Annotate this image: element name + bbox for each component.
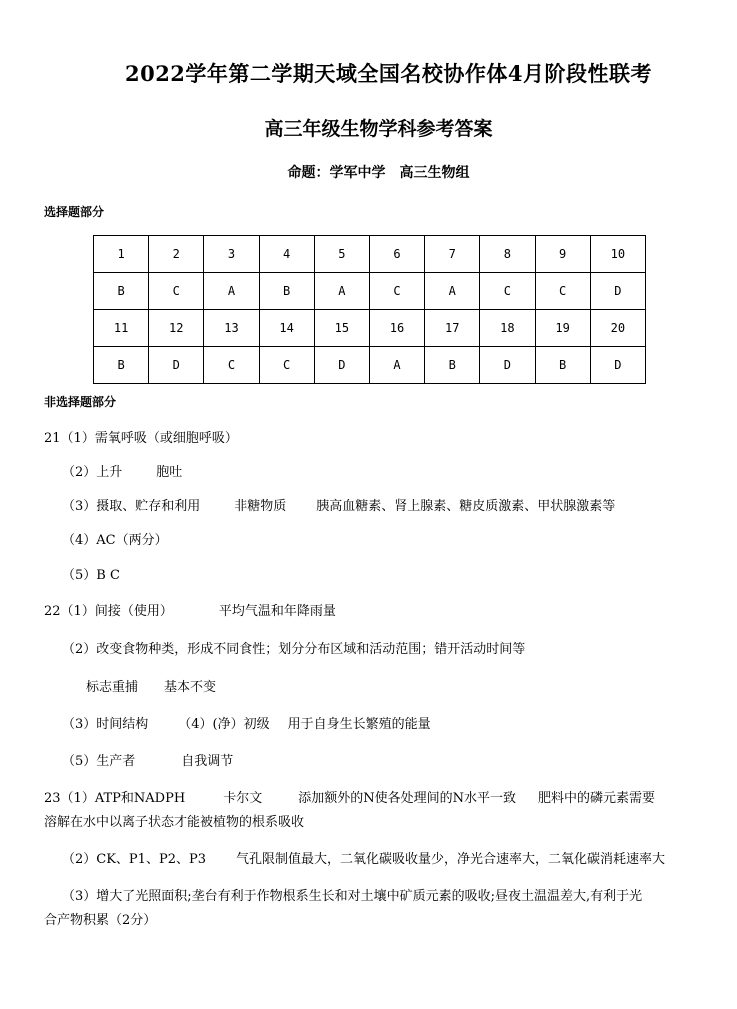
answer-line: （5）B C (62, 568, 120, 583)
table-cell: 9 (535, 236, 590, 273)
table-cell: D (480, 347, 535, 384)
answer-line (62, 713, 431, 732)
table-cell: 15 (314, 310, 369, 347)
table-cell: 14 (259, 310, 314, 347)
answer-line (62, 750, 233, 769)
table-cell: C (149, 273, 204, 310)
table-cell: 11 (94, 310, 149, 347)
answer-line: （2）改变食物种类，形成不同食性；划分分布区域和活动范围；错开活动时间等 (62, 642, 526, 657)
table-cell: 19 (535, 310, 590, 347)
table-cell: 7 (425, 236, 480, 273)
answer-text: 胞吐 (156, 465, 183, 480)
page-title: 2022学年第二学期天域全国名校协作体4月阶段性联考 (124, 61, 653, 86)
choice-section-heading: 选择题部分 (44, 205, 105, 219)
answer-text: 22（1）间接（使用） (44, 604, 173, 619)
table-cell: 1 (94, 236, 149, 273)
table-cell: 18 (480, 310, 535, 347)
answer-line: 溶解在水中以离子状态才能被植物的根系吸收 (44, 815, 305, 830)
table-cell: D (149, 347, 204, 384)
table-cell: 12 (149, 310, 204, 347)
table-cell: 6 (369, 236, 424, 273)
answer-text: 自我调节 (181, 754, 234, 769)
table-cell: B (425, 347, 480, 384)
table-cell: 2 (149, 236, 204, 273)
answer-text: （3）摄取、贮存和利用 (62, 499, 201, 514)
table-cell: C (480, 273, 535, 310)
answer-text: 基本不变 (164, 680, 217, 695)
answer-text: 用于自身生长繁殖的能量 (287, 717, 431, 732)
table-cell: D (590, 347, 645, 384)
table-cell: 4 (259, 236, 314, 273)
answer-text: 平均气温和年降雨量 (218, 604, 336, 619)
table-cell: 17 (425, 310, 480, 347)
answer-line: （4）AC（两分） (62, 533, 168, 548)
table-cell: C (535, 273, 590, 310)
table-cell: A (425, 273, 480, 310)
answer-text: 胰高血糖素、肾上腺素、糖皮质激素、甲状腺激素等 (316, 499, 616, 514)
answer-text: 23（1）ATP和NADPH (44, 791, 186, 806)
table-cell: 10 (590, 236, 645, 273)
answer-line (62, 461, 182, 480)
answer-line (86, 676, 216, 695)
answer-line (62, 848, 665, 867)
answer-line (44, 787, 655, 806)
table-cell: 8 (480, 236, 535, 273)
answer-text: （5）生产者 (62, 754, 136, 769)
answer-text: 卡尔文 (223, 791, 263, 806)
table-row (94, 310, 646, 347)
answer-text: 标志重捕 (86, 680, 139, 695)
page-subtitle: 高三年级生物学科参考答案 (264, 118, 493, 140)
answer-text: 肥料中的磷元素需要 (537, 791, 655, 806)
answer-text: （4）(净）初级 (178, 717, 270, 732)
answer-text: 非糖物质 (234, 499, 287, 514)
table-cell: B (94, 273, 149, 310)
answer-text: 添加额外的N使各处理间的N水平一致 (298, 791, 516, 806)
answer-text: （2）上升 (62, 465, 123, 480)
table-cell: 13 (204, 310, 259, 347)
table-cell: 20 (590, 310, 645, 347)
table-cell: B (535, 347, 590, 384)
table-cell: A (204, 273, 259, 310)
answer-line (44, 600, 336, 619)
answer-line: （3）增大了光照面积;垄台有利于作物根系生长和对土壤中矿质元素的吸收;昼夜土温温差大,有利于光 (62, 889, 643, 904)
table-cell: D (590, 273, 645, 310)
table-cell: C (259, 347, 314, 384)
table-cell: 3 (204, 236, 259, 273)
answer-line: 合产物积累（2分） (44, 913, 157, 928)
author-line: 命题：学军中学 高三生物组 (287, 165, 470, 181)
answer-line: 21（1）需氧呼吸（或细胞呼吸） (44, 431, 238, 446)
table-row (94, 236, 646, 273)
table-row (94, 273, 646, 310)
table-cell: B (259, 273, 314, 310)
table-cell: B (94, 347, 149, 384)
table-row (94, 347, 646, 384)
table-cell: 16 (369, 310, 424, 347)
answer-table (93, 235, 646, 384)
table-cell: C (204, 347, 259, 384)
answer-text: 气孔限制值最大，二氧化碳吸收量少，净光合速率大，二氧化碳消耗速率大 (235, 852, 665, 867)
answer-text: （2）CK、P1、P2、P3 (62, 852, 206, 867)
nonchoice-section-heading: 非选择题部分 (44, 395, 117, 409)
table-cell: D (314, 347, 369, 384)
answer-line (62, 495, 615, 514)
table-cell: A (314, 273, 369, 310)
answer-text: （3）时间结构 (62, 717, 149, 732)
table-cell: A (369, 347, 424, 384)
table-cell: 5 (314, 236, 369, 273)
table-cell: C (369, 273, 424, 310)
